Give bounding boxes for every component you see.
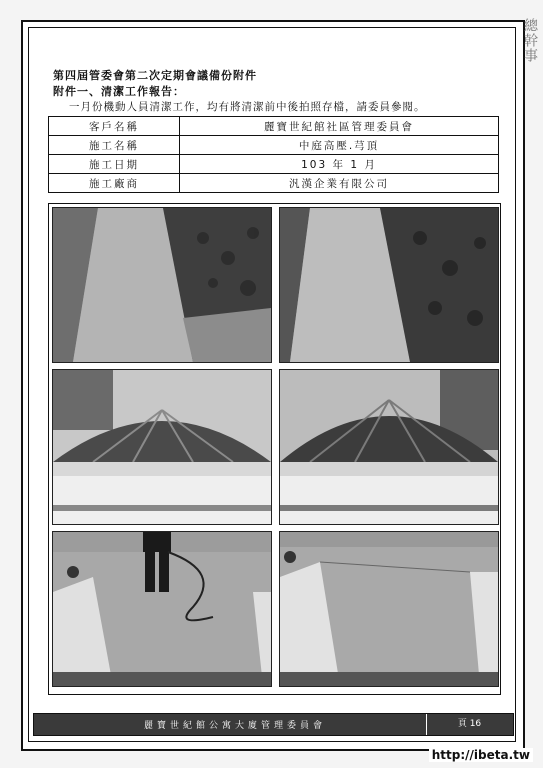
info-table	[48, 116, 499, 193]
approval-stamp: 總幹事	[522, 18, 538, 63]
section-title: 附件一、清潔工作報告：	[53, 85, 185, 98]
footer-org: 麗寶世紀館公寓大廈管理委員會	[144, 721, 327, 731]
intro-text: 一月份機動人員清潔工作，均有將清潔前中後拍照存檔，請委員參閱。	[69, 101, 426, 113]
document-title: 第四屆管委會第二次定期會議備份附件	[53, 69, 257, 82]
info-row-vendor	[49, 174, 499, 193]
photo-dome-after	[279, 369, 499, 525]
info-key: 施工廠商	[49, 174, 180, 193]
info-value: 中庭高壓.芎頂	[180, 136, 499, 155]
page-number: 頁 16	[426, 714, 512, 735]
info-value: 汎漢企業有限公司	[180, 174, 499, 193]
photo-ramp-after	[279, 531, 499, 687]
info-key: 施工日期	[49, 155, 180, 174]
photo-grid	[48, 203, 501, 695]
info-row-date	[49, 155, 499, 174]
info-row-client	[49, 117, 499, 136]
info-key: 施工名稱	[49, 136, 180, 155]
watermark-url: http://ibeta.tw	[429, 748, 533, 762]
info-row-project	[49, 136, 499, 155]
photo-walkway-before	[52, 207, 272, 363]
info-value: 103 年 1 月	[180, 155, 499, 174]
footer-bar	[33, 713, 514, 736]
info-key: 客戶名稱	[49, 117, 180, 136]
photo-dome-before	[52, 369, 272, 525]
info-value: 麗寶世紀館社區管理委員會	[180, 117, 499, 136]
photo-ramp-cleaning	[52, 531, 272, 687]
photo-walkway-after	[279, 207, 499, 363]
